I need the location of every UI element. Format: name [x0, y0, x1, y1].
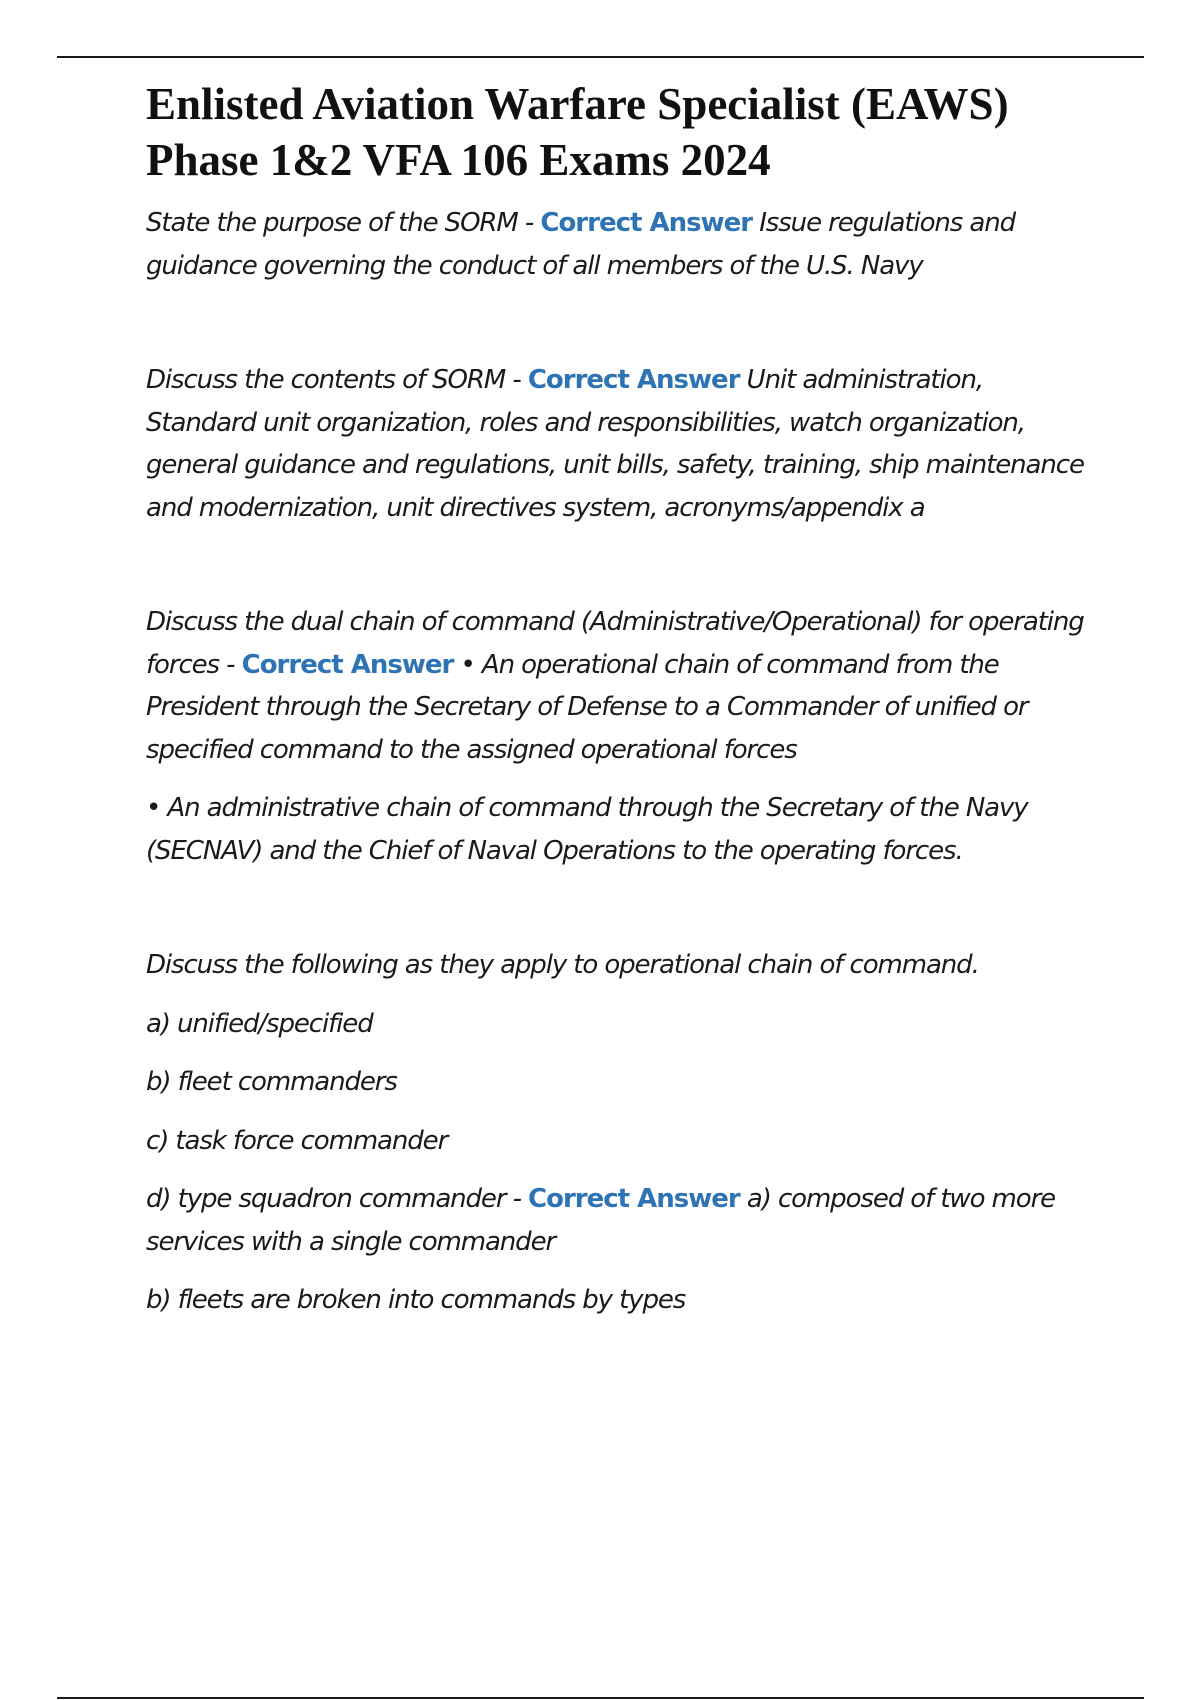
qa-item-4-continuation: b) fleets are broken into commands by types [146, 1285, 686, 1315]
correct-answer-label: Correct Answer [528, 1184, 740, 1214]
answer-text: Issue regulations and guidance governing the conduct of all members of the U.S. Navy [146, 208, 1015, 281]
answer-text: Unit administration, Standard unit organization, roles and responsibilities, watch organization, general guidance and regulations, unit bills, safety, training, ship maintenance and modernization, unit directives system, acronyms/appendix a [146, 365, 1084, 523]
correct-answer-label: Correct Answer [540, 208, 753, 238]
document-title [146, 76, 1086, 188]
correct-answer-label: Correct Answer [527, 365, 740, 395]
question-text: Discuss the dual chain of command (Administrative/Operational) for operating forces - [146, 607, 1084, 680]
qa-item-1 [146, 202, 1086, 287]
qa-item-3-continuation: • An administrative chain of command through the Secretary of the Navy (SECNAV) and the Chief of Naval Operations to the operating forces. [146, 793, 1028, 866]
qa-item-2 [146, 359, 1086, 529]
qa-item-4-question: Discuss the following as they apply to operational chain of command. [146, 950, 979, 980]
qa-item-4-option-d [146, 1178, 1086, 1263]
title-line-1: Enlisted Aviation Warfare Specialist (EAWS) [146, 79, 1009, 129]
document-body [146, 72, 1086, 1338]
qa-item-4-option-c: c) task force commander [146, 1125, 448, 1156]
top-rule [57, 56, 1144, 58]
question-text: d) type squadron commander - [146, 1184, 529, 1214]
qa-item-4-option-a: a) unified/specified [146, 1008, 373, 1039]
correct-answer-label: Correct Answer [241, 649, 454, 680]
question-text: Discuss the contents of SORM - [146, 365, 528, 395]
qa-item-4-option-b: b) fleet commanders [146, 1067, 397, 1097]
answer-text: • An operational chain of command from the President through the Secretary of Defense to a Commander of unified or specified command to the assigned operational forces [146, 649, 1028, 765]
qa-item-3 [146, 601, 1086, 771]
question-text: State the purpose of the SORM - [146, 208, 541, 238]
answer-text: a) composed of two more services with a single commander [146, 1184, 1056, 1257]
title-line-2: Phase 1&2 VFA 106 Exams 2024 [146, 135, 771, 185]
bottom-rule [57, 1697, 1144, 1699]
